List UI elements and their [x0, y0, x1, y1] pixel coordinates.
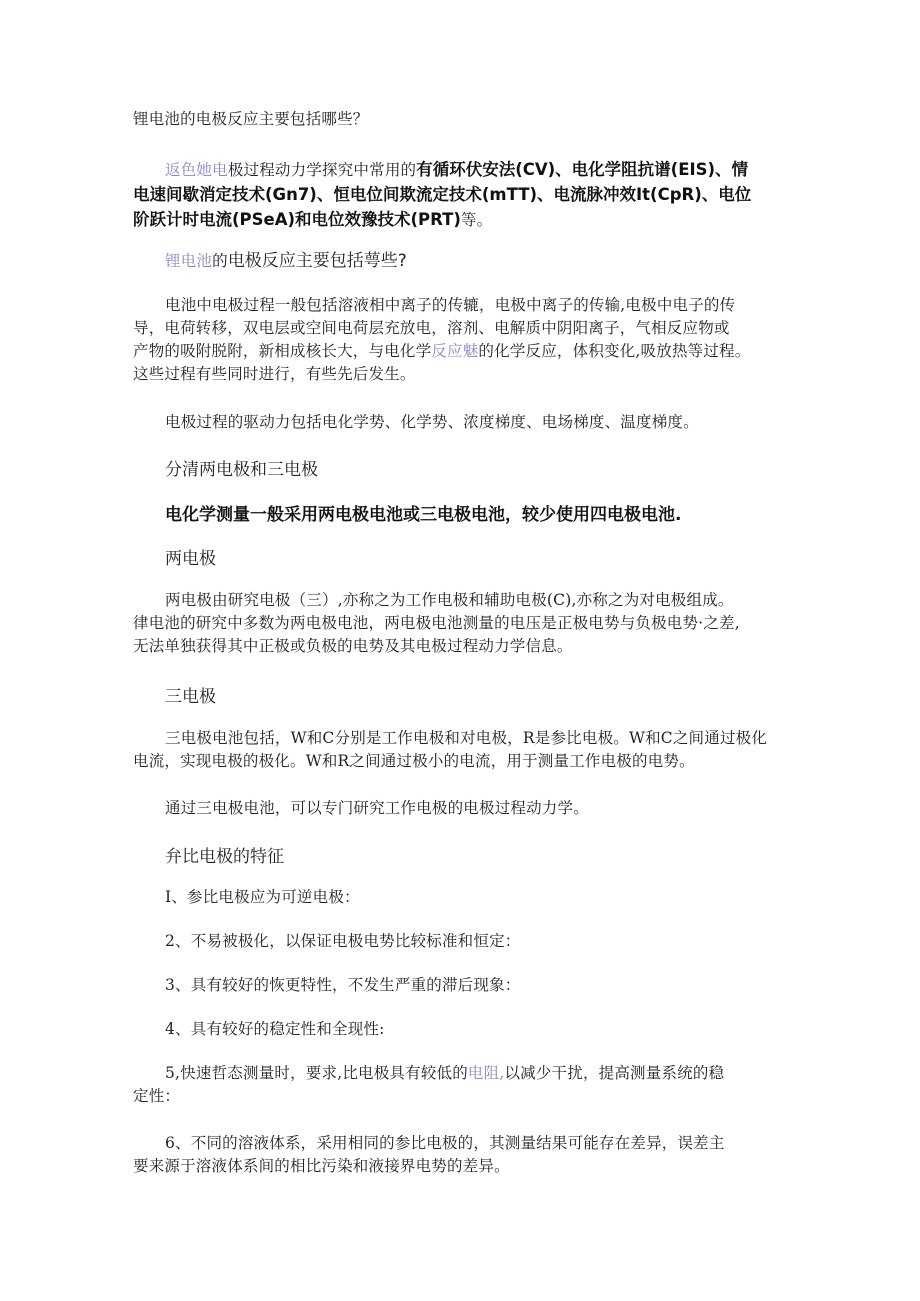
measure-note-text: 电化学测量一般采用两电极电池或三电极电池，较少使用四电极电池. — [165, 505, 682, 525]
driving-force-text: 电极过程的驱动力包括电化学势、化学势、浓度梯度、电场梯度、温度梯度。 — [165, 413, 699, 431]
reference-item-6-line-1: 6、不同的溶液体系，采用相同的参比电极的，其测量结果可能存在差异，误差主 — [165, 1134, 725, 1152]
question-text — [0, 249, 920, 273]
reference-item-3 — [0, 974, 920, 997]
reference-item-3-text: 3、具有较好的恢更特性，不发生严重的滞后现象： — [165, 976, 521, 994]
two-electrode-paragraph — [0, 589, 920, 658]
resistance-link[interactable]: 电阻, — [467, 1064, 505, 1082]
intro-line-1-plain: 极过程动力学探究中常用的 — [227, 161, 417, 179]
heading-distinguish — [0, 458, 920, 482]
question-link[interactable]: 锂电池 — [165, 252, 213, 270]
three-electrode-note — [0, 797, 920, 820]
process-line-3 — [0, 340, 920, 363]
three-electrode-note-text: 通过三电极电池，可以专门研究工作电极的电极过程动力学。 — [165, 799, 589, 817]
reference-item-1-text: I、参比电极应为可逆电极： — [165, 888, 360, 906]
title-text: 锂电池的电极反应主要包括哪些？ — [133, 110, 369, 128]
two-electrode-heading-text: 两电极 — [165, 549, 216, 569]
three-electrode-heading-text: 三电极 — [165, 687, 216, 707]
reference-item-1 — [0, 886, 920, 909]
intro-paragraph — [0, 157, 920, 232]
reference-item-4 — [0, 1018, 920, 1041]
reference-item-2-text: 2、不易被极化，以保证电极电势比较标准和恒定： — [165, 932, 521, 950]
intro-link[interactable]: 返色她电 — [165, 161, 228, 179]
measure-note — [0, 503, 920, 527]
intro-line-3-plain: 等。 — [460, 211, 493, 229]
three-electrode-line-1: 三电极电池包括，W和C分别是工作电极和对电极，R是参比电极。W和C之间通过极化 — [165, 729, 768, 747]
reference-item-5-line-2: 定性： — [133, 1087, 181, 1105]
reference-item-5 — [0, 1062, 920, 1108]
reference-item-4-text: 4、具有较好的稳定性和全现性: — [165, 1020, 385, 1038]
three-electrode-line-2: 电流，实现电极的极化。W和R之间通过极小的电流，用于测量工作电极的电势。 — [133, 752, 695, 770]
reference-heading-text: 弁比电极的特征 — [165, 847, 284, 867]
reference-heading — [0, 845, 920, 869]
question-line — [0, 249, 920, 273]
process-line-1: 电池中电极过程一般包括溶液相中离子的传辘，电极中离子的传输,电极中电子的传 — [165, 296, 736, 314]
process-paragraph — [0, 294, 920, 386]
two-electrode-line-1: 两电极由研究电极（三）,亦称之为工作电极和辅助电极(C),亦称之为对电极组成。 — [165, 591, 734, 609]
reference-item-5-a: 5,快速哲态测量时，要求,比电极具有较低的 — [165, 1064, 468, 1082]
heading-distinguish-text: 分清两电极和三电极 — [165, 460, 318, 480]
process-line-3-a: 产物的吸附脱附，新相成核长大，与电化学 — [133, 342, 432, 360]
question-plain: 的 — [212, 252, 228, 270]
question-main: 电极反应主要包括萼些? — [227, 251, 407, 271]
three-electrode-heading — [0, 685, 920, 709]
intro-line-3-bold: 阶跃计时电流(PSeA)和电位效豫技术(PRT) — [133, 210, 461, 229]
intro-line-3 — [0, 207, 920, 232]
intro-line-1-bold: 有循环伏安法(CV)、电化学阻抗谱(EIS)、情 — [416, 160, 749, 179]
reference-item-5-line-1 — [0, 1062, 920, 1085]
two-electrode-line-3: 无法单独获得其中正极或负极的电势及其电极过程动力学信息。 — [133, 637, 573, 655]
three-electrode-paragraph — [0, 727, 920, 773]
document-title — [0, 108, 920, 131]
reference-item-5-b: 以减少干扰，提高测量系统的稳 — [504, 1064, 725, 1082]
process-line-4: 这些过程有些同时进行，有些先后发生。 — [133, 365, 416, 383]
two-electrode-heading — [0, 547, 920, 571]
intro-line-1 — [0, 157, 920, 182]
process-line-2: 导，电荷转移，双电层或空间电荷层充放电，溶剂、电解质中阴阳离子，气相反应物或 — [133, 319, 730, 337]
reference-item-6 — [0, 1132, 920, 1178]
process-link[interactable]: 反应魅 — [431, 342, 479, 360]
reference-item-6-line-2: 要来源于溶液体系间的相比污染和液接界电势的差异。 — [133, 1157, 510, 1175]
two-electrode-line-2: 律电池的研究中多数为两电极电池，两电极电池测量的电压是正极电势与负极电势·之差, — [133, 614, 740, 632]
reference-item-2 — [0, 930, 920, 953]
driving-force-paragraph — [0, 411, 920, 434]
intro-line-2: 电速间歇消定技术(Gn7)、恒电位间欺流定技术(mTT)、电流脉冲效It(CpR)、电位 — [133, 185, 752, 204]
process-line-3-b: 的化学反应，体积变化,吸放热等过程。 — [478, 342, 751, 360]
